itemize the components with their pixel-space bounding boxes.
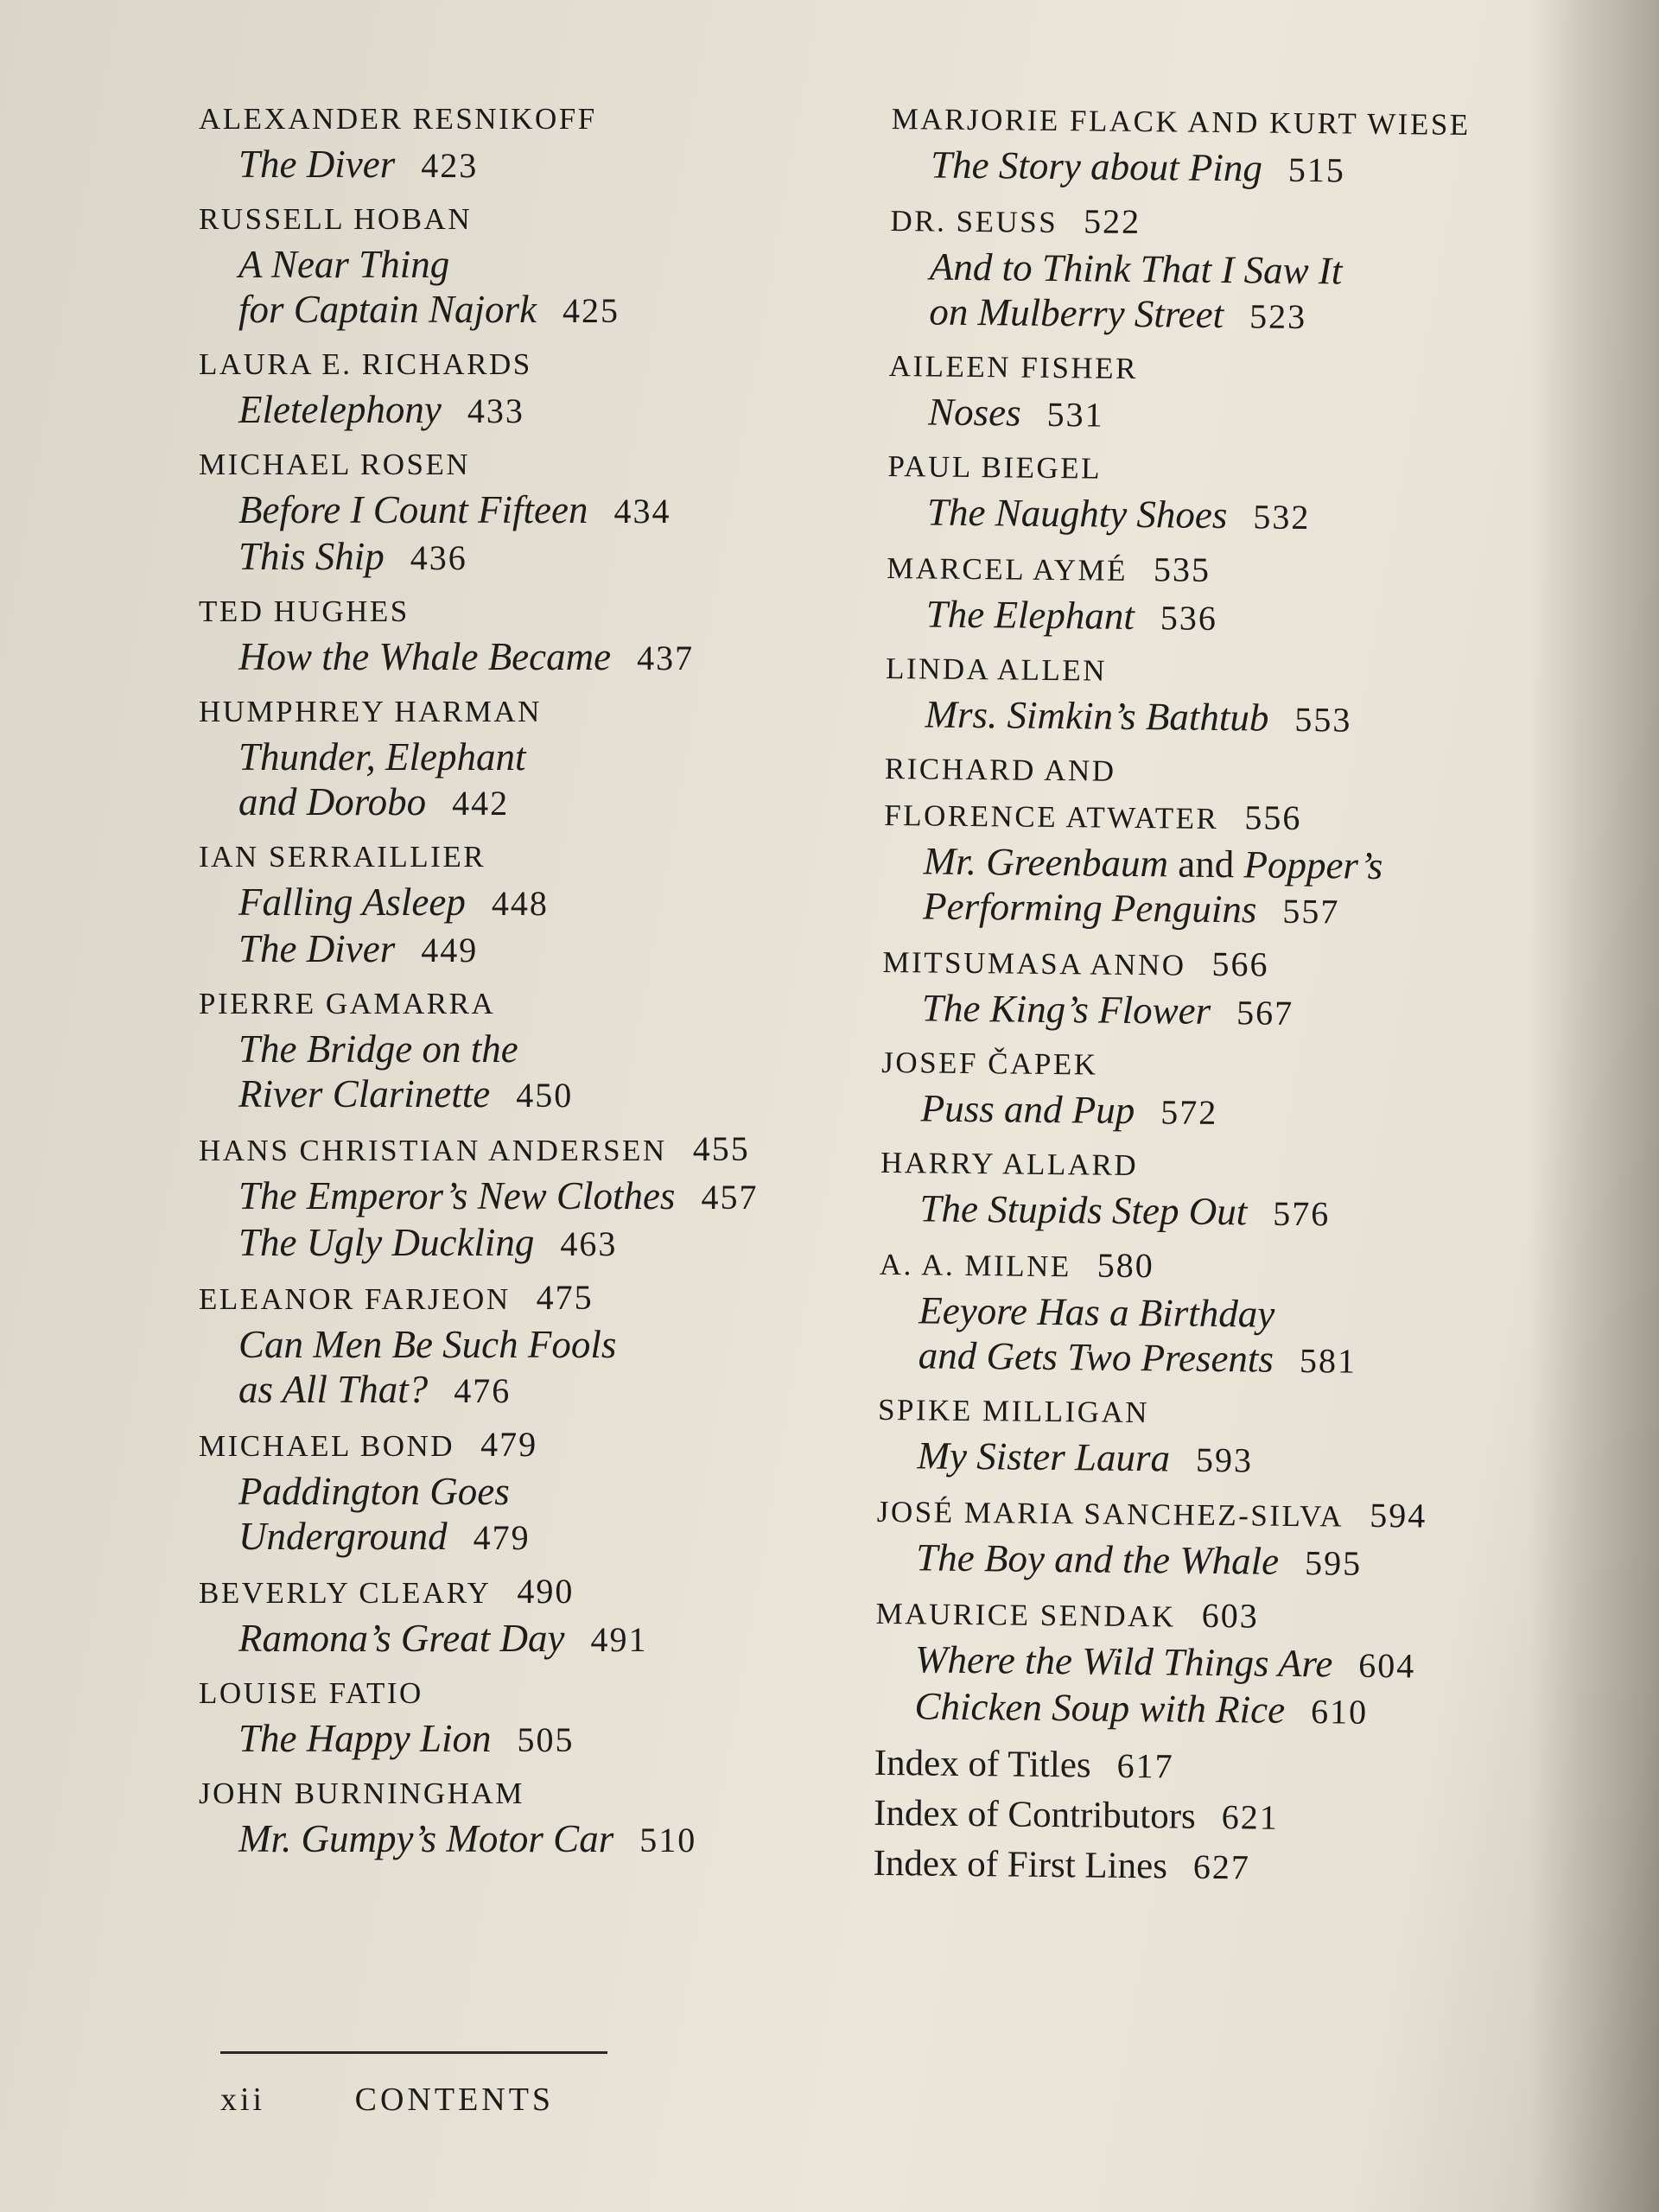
work-page-number: 510 — [639, 1821, 697, 1859]
work-title-continued[interactable]: Underground — [238, 1515, 448, 1558]
work-title[interactable]: Puss and Pup — [920, 1086, 1135, 1133]
work-title-line[interactable] — [199, 734, 873, 779]
work-title[interactable]: Mrs. Simkin’s Bathtub — [925, 692, 1269, 740]
author-name — [885, 747, 1560, 798]
work-title-line2[interactable] — [199, 779, 873, 826]
work-title[interactable]: Where the Wild Things Are — [914, 1637, 1333, 1686]
work-title-line[interactable] — [199, 1469, 873, 1514]
work-page-number: 557 — [1282, 891, 1340, 931]
work-title-line[interactable] — [199, 634, 873, 681]
work-title-continued[interactable]: Performing Penguins — [922, 884, 1257, 931]
author-name-text: MARCEL AYMÉ — [887, 550, 1128, 588]
work-title[interactable]: Eeyore Has a Birthday — [918, 1288, 1275, 1336]
work-title[interactable]: The Bridge on the — [238, 1027, 518, 1071]
author-name — [875, 1590, 1550, 1643]
work-page-number: 476 — [454, 1371, 512, 1410]
work-title-line2[interactable] — [883, 883, 1558, 937]
work-page-number: 434 — [613, 492, 671, 531]
work-title-line[interactable] — [199, 1616, 873, 1662]
author-page-number: 603 — [1201, 1595, 1259, 1636]
author-name-text: LOUISE FATIO — [199, 1676, 423, 1710]
author-name — [199, 1422, 873, 1469]
index-label[interactable]: Index of Titles — [874, 1742, 1091, 1786]
author-name — [199, 97, 873, 142]
work-page-number: 479 — [473, 1518, 531, 1557]
work-title-continued[interactable]: River Clarinette — [238, 1072, 491, 1116]
work-title[interactable]: The Emperor’s New Clothes — [238, 1174, 676, 1217]
author-name-text: ELEANOR FARJEON — [199, 1282, 511, 1316]
work-page-number: 595 — [1304, 1543, 1363, 1583]
work-title-line2[interactable] — [878, 1332, 1553, 1386]
index-entry[interactable] — [873, 1839, 1548, 1896]
work-title-line[interactable] — [199, 487, 873, 534]
index-page-number: 617 — [1116, 1745, 1174, 1786]
work-title[interactable]: Can Men Be Such Fools — [238, 1323, 617, 1366]
work-page-number: 442 — [452, 784, 510, 823]
contents-left-column — [199, 97, 873, 1872]
work-title[interactable]: This Ship — [238, 535, 385, 578]
work-page-number: 457 — [701, 1178, 759, 1217]
work-title[interactable]: Noses — [927, 390, 1021, 435]
work-page-number: 463 — [560, 1224, 618, 1263]
work-title[interactable]: And to Think That I Saw It — [929, 245, 1343, 293]
work-title-line[interactable] — [199, 1173, 873, 1220]
work-title[interactable]: Eletelephony — [238, 388, 442, 431]
work-page-number: 425 — [563, 291, 620, 330]
toc-entry — [199, 97, 873, 188]
work-page-number: 437 — [637, 639, 695, 677]
toc-entry — [199, 1422, 873, 1560]
toc-entry — [891, 97, 1566, 195]
author-name — [199, 1569, 873, 1616]
work-title-line[interactable] — [879, 1287, 1554, 1339]
work-title-continued[interactable]: for Captain Najork — [238, 288, 537, 331]
author-name-text: MITSUMASA ANNO — [882, 944, 1186, 982]
work-page-number: 523 — [1249, 296, 1307, 337]
author-name-text: AILEEN FISHER — [888, 348, 1139, 385]
work-title[interactable]: The Happy Lion — [238, 1717, 492, 1760]
toc-entry — [199, 442, 873, 581]
author-name — [880, 1241, 1554, 1294]
work-page-number: 567 — [1236, 993, 1294, 1033]
toc-entry — [878, 1241, 1554, 1386]
author-name-line2 — [884, 791, 1559, 845]
toc-entry — [199, 342, 873, 434]
work-page-number: 604 — [1358, 1645, 1416, 1686]
work-title[interactable]: The Ugly Duckling — [238, 1221, 535, 1264]
work-title[interactable]: Before I Count Fifteen — [238, 488, 588, 531]
author-name — [881, 1040, 1556, 1092]
author-page-number: 556 — [1244, 798, 1302, 838]
index-entry[interactable] — [874, 1738, 1548, 1796]
toc-entry — [199, 982, 873, 1118]
index-page-number: 627 — [1192, 1847, 1251, 1887]
toc-entry — [199, 835, 873, 973]
author-name-text: IAN SERRAILLIER — [199, 840, 486, 874]
work-title-continued[interactable]: and Gets Two Presents — [918, 1333, 1274, 1381]
work-title-line[interactable] — [875, 1637, 1550, 1690]
work-title-line[interactable] — [890, 244, 1565, 296]
toc-entry — [882, 938, 1557, 1039]
page-folio: xii — [220, 2082, 266, 2118]
work-page-number: 553 — [1294, 699, 1352, 740]
work-title[interactable]: My Sister Laura — [917, 1433, 1171, 1480]
author-page-number: 475 — [536, 1278, 594, 1317]
author-name-text: DR. SEUSS — [890, 203, 1058, 240]
work-title[interactable]: Thunder, Elephant — [238, 735, 526, 779]
author-page-number: 479 — [480, 1425, 538, 1464]
author-page-number: 580 — [1096, 1245, 1155, 1286]
toc-entry — [877, 1388, 1552, 1486]
author-name — [880, 1141, 1555, 1192]
author-name — [199, 1671, 873, 1716]
work-page-number: 433 — [467, 391, 524, 430]
toc-entry — [888, 344, 1563, 442]
work-page-number: 515 — [1287, 149, 1346, 190]
toc-entry — [887, 444, 1562, 543]
work-title-continued[interactable]: on Mulberry Street — [929, 289, 1224, 337]
author-name-text: JOSÉ MARIA SANCHEZ-SILVA — [876, 1494, 1344, 1534]
author-name — [886, 646, 1560, 698]
work-title[interactable]: The Diver — [238, 927, 396, 970]
toc-entry — [883, 747, 1559, 937]
author-name-text: JOSEF ČAPEK — [881, 1045, 1098, 1082]
author-name-text: FLORENCE ATWATER — [884, 798, 1219, 836]
author-name — [888, 344, 1563, 396]
work-title-continued[interactable]: as All That? — [238, 1368, 429, 1411]
work-title-line[interactable] — [199, 534, 873, 581]
work-title-line2[interactable] — [199, 287, 873, 334]
author-name-text: RICHARD AND — [884, 751, 1116, 788]
work-title-line[interactable] — [199, 1027, 873, 1071]
toc-entry — [199, 690, 873, 826]
author-name — [199, 442, 873, 487]
author-name — [199, 835, 873, 880]
index-page-number: 621 — [1221, 1797, 1280, 1837]
author-name-text: MAURICE SENDAK — [875, 1596, 1176, 1634]
author-name-text: HANS CHRISTIAN ANDERSEN — [199, 1134, 667, 1167]
work-title-line[interactable] — [880, 1085, 1555, 1139]
author-name — [882, 938, 1557, 992]
toc-entry — [199, 1275, 873, 1414]
work-title[interactable]: The Story about Ping — [930, 143, 1263, 190]
work-title-line[interactable] — [199, 1716, 873, 1763]
work-page-number: 531 — [1046, 394, 1104, 435]
author-name — [887, 444, 1562, 496]
author-name — [199, 342, 873, 387]
running-head: CONTENTS — [354, 2082, 555, 2118]
work-title-line[interactable] — [883, 838, 1558, 890]
toc-entry — [880, 1141, 1554, 1239]
author-name-text: A. A. MILNE — [879, 1247, 1071, 1284]
author-page-number: 455 — [692, 1129, 750, 1168]
author-name-text: HUMPHREY HARMAN — [199, 695, 542, 728]
work-page-number: 581 — [1299, 1341, 1357, 1381]
work-page-number: 450 — [516, 1076, 574, 1115]
toc-entry — [199, 1127, 873, 1267]
author-name-text: MICHAEL BOND — [199, 1429, 455, 1463]
work-title[interactable]: The Naughty Shoes — [926, 490, 1228, 537]
work-title-line[interactable] — [199, 242, 873, 287]
author-name — [199, 589, 873, 634]
work-page-number: 448 — [491, 884, 549, 923]
author-name — [199, 197, 873, 242]
author-name — [890, 197, 1565, 251]
work-title-line[interactable] — [199, 926, 873, 973]
author-page-number: 535 — [1153, 550, 1211, 589]
author-name-text: LAURA E. RICHARDS — [199, 347, 532, 381]
work-title-line[interactable] — [887, 489, 1562, 543]
work-page-number: 610 — [1310, 1692, 1369, 1732]
work-title[interactable]: The Diver — [238, 143, 396, 186]
work-page-number: 572 — [1160, 1092, 1218, 1133]
author-name-text: MICHAEL ROSEN — [199, 448, 471, 481]
work-title[interactable]: The Elephant — [925, 592, 1135, 638]
work-title[interactable]: The King’s Flower — [921, 986, 1211, 1033]
work-title-line[interactable] — [199, 387, 873, 434]
work-title[interactable]: Mr. Greenbaum — [923, 839, 1169, 886]
toc-entry — [199, 1671, 873, 1763]
work-page-number: 505 — [517, 1720, 575, 1759]
author-page-number: 566 — [1211, 944, 1269, 984]
work-title-line[interactable] — [199, 1816, 873, 1863]
work-title-line[interactable] — [886, 591, 1560, 645]
author-name-text: RUSSELL HOBAN — [199, 202, 473, 236]
work-page-number: 536 — [1160, 598, 1218, 638]
work-page-number: 491 — [590, 1620, 648, 1659]
author-name-text: LINDA ALLEN — [885, 651, 1108, 688]
author-name — [199, 1771, 873, 1816]
work-title-line2[interactable] — [199, 1514, 873, 1560]
page-footer — [220, 2081, 554, 2119]
toc-entry — [199, 589, 873, 681]
author-name — [199, 1275, 873, 1322]
work-title-line[interactable] — [199, 1220, 873, 1267]
toc-entry — [880, 1040, 1555, 1139]
work-title[interactable]: Chicken Soup with Rice — [914, 1684, 1286, 1732]
work-page-number: 576 — [1273, 1193, 1331, 1234]
work-page-number: 436 — [410, 538, 467, 577]
work-page-number: 593 — [1195, 1440, 1254, 1480]
author-name-text: JOHN BURNINGHAM — [199, 1777, 524, 1810]
author-name-text: PAUL BIEGEL — [887, 448, 1103, 486]
work-title-line[interactable] — [885, 691, 1560, 745]
author-page-number: 490 — [517, 1572, 575, 1611]
work-title-line[interactable] — [876, 1535, 1551, 1588]
work-title[interactable]: A Near Thing — [238, 243, 450, 286]
contents-right-column — [873, 97, 1566, 1896]
work-title[interactable]: Falling Asleep — [238, 880, 466, 924]
work-page-number: 532 — [1253, 497, 1311, 537]
author-page-number: 522 — [1083, 201, 1141, 242]
title-conjunction: and — [1178, 842, 1235, 887]
author-name — [887, 544, 1561, 598]
work-title-line2[interactable] — [889, 289, 1564, 342]
toc-entry — [886, 544, 1560, 645]
work-title-line2[interactable] — [199, 1071, 873, 1118]
author-page-number: 594 — [1369, 1495, 1427, 1535]
work-title-line2[interactable] — [199, 1367, 873, 1414]
work-title-line[interactable] — [888, 389, 1563, 442]
author-name — [891, 97, 1566, 149]
toc-entry — [874, 1590, 1550, 1737]
work-title[interactable]: Paddington Goes — [238, 1470, 510, 1513]
work-title[interactable]: The Boy and the Whale — [916, 1535, 1280, 1583]
toc-entry — [876, 1488, 1551, 1588]
author-name-text: HARRY ALLARD — [880, 1145, 1139, 1183]
author-name-text: BEVERLY CLEARY — [199, 1576, 492, 1610]
work-title-line[interactable] — [880, 1185, 1554, 1239]
author-name-text: TED HUGHES — [199, 594, 410, 628]
work-title-line[interactable] — [199, 880, 873, 926]
toc-entry — [889, 197, 1565, 342]
author-name — [877, 1488, 1552, 1541]
work-title-line[interactable] — [891, 142, 1566, 195]
author-name — [199, 690, 873, 734]
author-name — [878, 1388, 1553, 1440]
author-name-text: SPIKE MILLIGAN — [877, 1392, 1150, 1430]
work-title-line[interactable] — [882, 985, 1557, 1039]
work-title[interactable]: How the Whale Became — [238, 635, 612, 678]
work-title[interactable]: The Stupids Step Out — [919, 1186, 1248, 1234]
work-title[interactable]: Mr. Gumpy’s Motor Car — [238, 1817, 614, 1860]
author-name — [199, 982, 873, 1027]
index-entry[interactable] — [874, 1789, 1548, 1846]
footer-rule — [220, 2051, 607, 2054]
author-name-text: MARJORIE FLACK AND KURT WIESE — [891, 101, 1471, 143]
author-name-text: ALEXANDER RESNIKOFF — [199, 102, 597, 136]
work-page-number: 423 — [421, 146, 479, 185]
author-name-text: PIERRE GAMARRA — [199, 987, 496, 1020]
author-name — [199, 1127, 873, 1173]
work-title[interactable]: Ramona’s Great Day — [238, 1617, 565, 1660]
work-title-line[interactable] — [199, 142, 873, 188]
work-title-continued[interactable]: and Dorobo — [238, 780, 427, 823]
index-label[interactable]: Index of Contributors — [873, 1792, 1197, 1837]
work-page-number: 449 — [421, 931, 479, 969]
work-title-line[interactable] — [199, 1322, 873, 1367]
work-title-line[interactable] — [877, 1433, 1552, 1486]
toc-entry — [199, 197, 873, 334]
work-title-part[interactable]: Popper’s — [1243, 842, 1383, 887]
work-title-line[interactable] — [874, 1683, 1549, 1737]
toc-entry — [885, 646, 1560, 745]
toc-entry — [199, 1569, 873, 1662]
toc-entry — [199, 1771, 873, 1863]
index-label[interactable]: Index of First Lines — [873, 1842, 1168, 1887]
